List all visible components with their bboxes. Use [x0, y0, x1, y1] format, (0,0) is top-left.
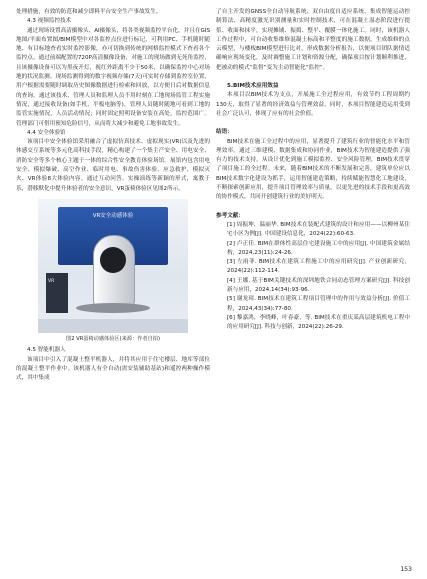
heading-conclusion: 结语：: [216, 129, 233, 136]
spacer: [216, 203, 410, 212]
heading-references: 参考文献：: [216, 212, 244, 219]
egg-chair-base: [76, 303, 150, 313]
left-paragraph-4: 该项目中引入了混凝土整平机器人，并将其应用于住宅楼层、地库等部位的混凝土整平作业中。该机器人有全自动(需安装辅助基站)和遥控两种操作模式，其中集成: [16, 356, 210, 382]
spacer: [216, 119, 410, 128]
figure-caption: 图2 VR蛋椅动感体验区(来源：作者自拍): [66, 335, 160, 342]
floor: [38, 319, 188, 333]
reference-5: [5] 谢龙璋. BIM技术在建筑工程项目管理中的作用与效益分析[J]. 价值工程，2024,43(34):77-80.: [227, 296, 410, 312]
right-column: [216, 8, 410, 333]
reference-3: [3] 左雨菲. BIM技术在建筑工程施工中的应用研究[J]. 产业创新研究，2024(22):112-114.: [227, 259, 410, 275]
heading-5: 5.BIM技术应用效益: [227, 83, 279, 90]
right-paragraph-3: BIM技术在施工全过程中的应用，显著提升了建筑行业的智能化水平和管理效率。通过三维建模、数据集成和协同作业，BIM技术为智能建造提供了强有力的技术支持。从设计优化到施工模拟监控、安全风险管理，BIM技术贯穿了项目施工的全过程。未来，随着BIM技术的不断发展和完善，建筑单位应以BIM技术数字化建设为抓手，运用智能建造策略，持续赋能智慧化工地建设，不断探索创新应用，提升项目管理效率与质量，以更先进的技术手段和更高效的协作模式，共同开创建筑行业的美好明天。: [216, 138, 410, 201]
heading-4-4: 4.4 安全体验馆: [27, 129, 66, 136]
left-paragraph-1: 处理措施，有效的防范和减少即料平台安全生产事故发生。: [16, 9, 162, 15]
egg-chair-opening: [100, 247, 126, 273]
heading-4-3: 4.3 视频监控技术: [27, 18, 72, 25]
heading-4-5: 4.5 智能机器人: [27, 347, 66, 354]
right-paragraph-1: 了自主开发的GNSS全自动导航系统、双自由度自适应系统、集成智能运动控制算法、高精度激光识别测量和实时控制技术，可在混凝土湿态阶段进行提浆、收面和抹平，实现摊铺、振捣、整平、覆膜一体化施工。同时，该机器人工作过程中，可自动收集维修混凝土标高和平整度的施工数据，生成维修的点云模型，与楼板BIM模型进行比对，形成数据分析报告，以便项目团队据情适确响应现场变化，及时调整施工计划和资源分配，确保项目按计划顺利推进，把被动的模式“监督”变为主动智能化“监控”。: [216, 9, 410, 71]
page-number: 153: [400, 566, 412, 573]
right-paragraph-2: 本项目以BIM技术为支点，开展施工全过程应用，有效节约工程周期约130天，取得了显著的经济效益与管理效益。同时，本项目智能建造运用受到社会广泛认可，体现了应有的社会价值。: [216, 92, 410, 117]
left-paragraph-2: 通过现场设置高清摄像头、AI摄像头，将各类视频监控平台化，并且在GIS地图/平面布置图/BIM模型中对各监控点位进行标记，可利用PC、手机随时随地、有目标地查看实时监控影像，亦可切换到传统的网格监控模式下查看各个监控点。通过前端配置的720P高清摄像设备，对施工的现场做到无死角监控，且该摄像设备可以为黑夜开灯，视红外距离不少于50米，以确保监控中心对场地的状况监测。现场监测得到的数字视频存储(7天)可实时存储到监控室位置，用户根据需要随时调取历史图像数据进行检索和回放，以方便日后对数据信息的查询。通过该技术，管理人员和监理人员不用时刻在工地现场监管工程实施情况，通过接收设备(如手机、平板电脑等)，管理人员随时随地可看到工地的监管实施情况，人员活动情况；同时固定照明设备安装在高处，监控范围广。管理部门可借用预知危险信号，从而将大减少和避免工地事故发生。: [16, 27, 210, 127]
reference-6: [6] 黎嘉鸿，李晓峰，叶春豪，等. BIM技术在重庆某高层建筑机电工程中的应用研究[J]. 科技与创新，2024(22):26-29.: [227, 314, 410, 331]
vr-egg-chair-photo: [38, 199, 188, 333]
reference-4: [4] 王娜. 基于BIM关键技术的深圳地铁合同动态管理方案研究[J]. 科技创新与应用，2024,14(34):93-96.: [227, 277, 410, 294]
reference-2: [2] 卢正佳. BIM在群体性高层住宅建设施工中的应用[J]. 中国建筑金属结构，2024,23(11):24-26.: [227, 240, 410, 256]
vr-banner-text: VR安全动感体验: [92, 212, 134, 219]
spacer: [216, 73, 410, 82]
left-column: [16, 8, 210, 383]
left-paragraph-3: 该项目中安全体验馆采用融合了虚拟仿真技术、虚拟现实(VR)以及先进的体感交互系统等多元化高科技手段，精心构建了一个集主产安全、用电安全、消防安全等多个核心主题于一体的综合性安全教育体验场馆。展馆内包含用电安全、模拟爆破、高空作业、临时用电、事故伤害体验、应急救护、模拟灭火、VR体验8大体验内容。通过互动问答、实操演练等新颖的形式，寓教于乐，潜移默化中提升体验者的安全意识，VR蛋椅体验区见图2所示。: [16, 139, 210, 192]
vr-kiosk-label: VR: [48, 278, 55, 284]
reference-1: [1] 周振坤，温丽华. BIM技术在装配式建筑的设计和应用——以柳州某住宅小区为例[J]. 中国建设信息化，2024(22):60-63.: [227, 221, 410, 238]
